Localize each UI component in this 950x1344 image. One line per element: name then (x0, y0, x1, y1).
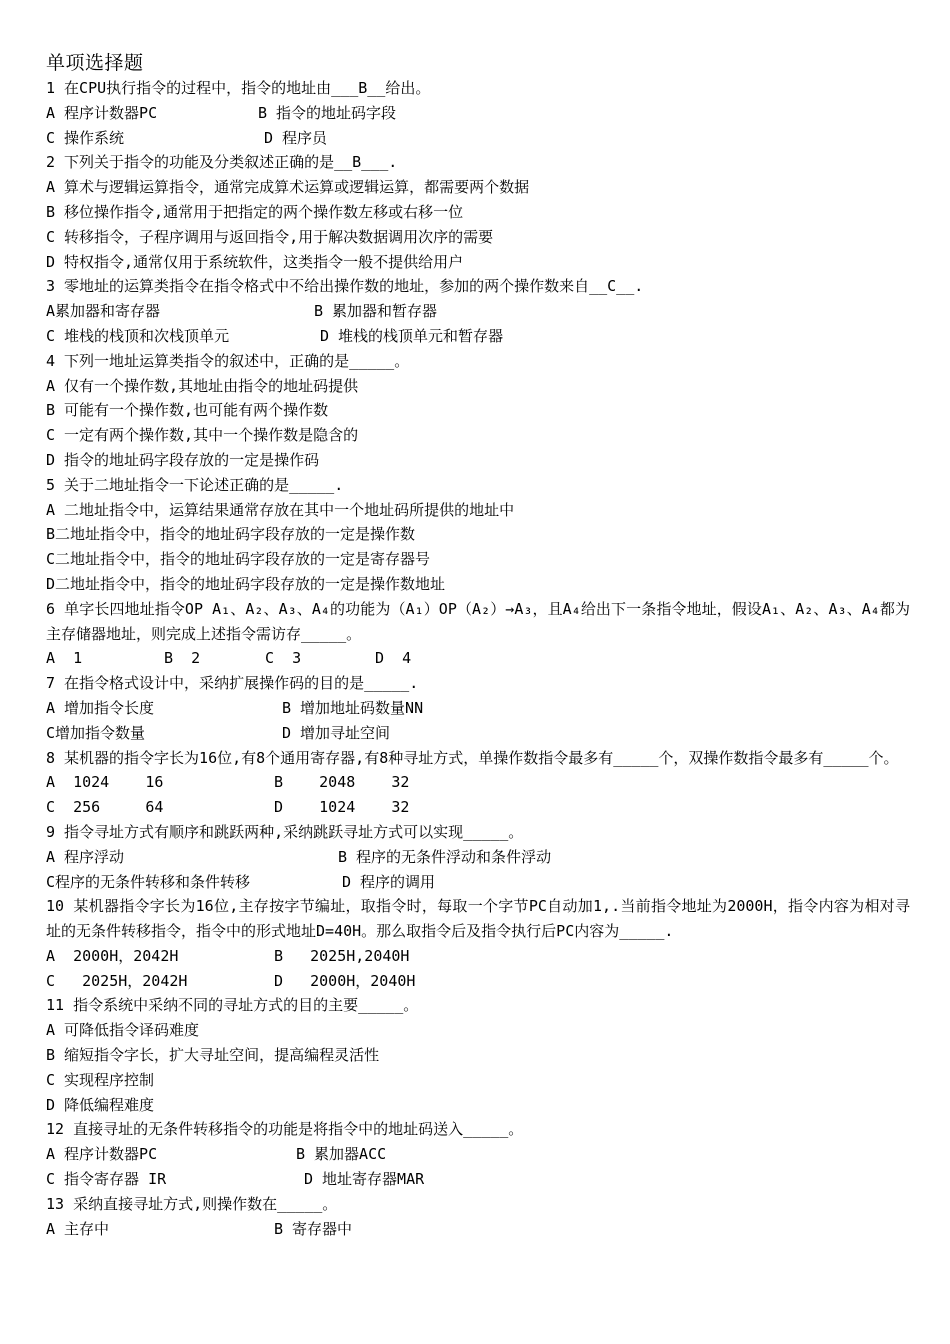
options-row (46, 696, 910, 721)
option-d: D二地址指令中，指令的地址码字段存放的一定是操作数地址 (46, 574, 446, 593)
question-6-rest: ，且A₄给出下一条指令地址，假设A₁、A₂、A₃、A₄都为主存储器地址，则完成上述指令需访存_____。 (46, 599, 911, 643)
question-4: 4 下列一地址运算类指令的叙述中，正确的是_____。 (46, 351, 410, 370)
options-row (46, 299, 910, 324)
option-a: A 程序浮动 (46, 847, 125, 866)
option-a: A 1 (46, 649, 83, 668)
option-a: A 二地址指令中，运算结果通常存放在其中一个地址码所提供的地址中 (46, 500, 515, 519)
question-7: 7 在指令格式设计中，采纳扩展操作码的目的是_____. (46, 674, 419, 693)
option-d: D 地址寄存器MAR (304, 1170, 425, 1189)
options-row (46, 126, 910, 151)
option-d: D 4 (375, 649, 412, 668)
option-b: B 累加器和暂存器 (314, 302, 438, 321)
option-b: B 2025H,2040H (274, 946, 410, 965)
question-6 (46, 597, 910, 647)
option-a: A 程序计数器PC (46, 103, 158, 122)
question-3: 3 零地址的运算类指令在指令格式中不给出操作数的地址，参加的两个操作数来自__C__. (46, 277, 644, 296)
question-9: 9 指令寻址方式有顺序和跳跃两种,采纳跳跃寻址方式可以实现_____。 (46, 822, 524, 841)
option-a: A 算术与逻辑运算指令，通常完成算术运算或逻辑运算，都需要两个数据 (46, 178, 530, 197)
question-5: 5 关于二地址指令一下论述正确的是_____. (46, 475, 344, 494)
options-row (46, 969, 910, 994)
option-c: C 一定有两个操作数,其中一个操作数是隐含的 (46, 426, 359, 445)
option-b: B 移位操作指令,通常用于把指定的两个操作数左移或右移一位 (46, 202, 464, 221)
option-c: C 操作系统 (46, 128, 125, 147)
question-11: 11 指令系统中采纳不同的寻址方式的目的主要_____。 (46, 996, 419, 1015)
option-d: D 增加寻址空间 (282, 723, 391, 742)
question-10: 10 某机器指令字长为16位,主存按字节编址，取指令时，每取一个字节PC自动加1,.当前指令地址为2000H，指令内容为相对寻址的无条件转移指令，指令中的形式地址D=40H。那么取指令后及指令执行后PC内容为_____. (46, 897, 910, 941)
option-b: B 指令的地址码字段 (258, 103, 397, 122)
option-c: C 堆栈的栈顶和次栈顶单元 (46, 326, 230, 345)
question-6-mid: 的功能为 (329, 599, 391, 618)
option-a: A 2000H，2042H (46, 946, 179, 965)
options-row (46, 845, 910, 870)
option-d: D 程序员 (264, 128, 328, 147)
options-row (46, 795, 910, 820)
option-d: D 降低编程难度 (46, 1095, 155, 1114)
option-b: B 可能有一个操作数,也可能有两个操作数 (46, 401, 329, 420)
option-c: C 2025H，2042H (46, 971, 188, 990)
option-c: C 指令寄存器 IR (46, 1170, 167, 1189)
option-b: B 2048 32 (274, 773, 410, 792)
options-row (46, 944, 910, 969)
option-a: A 程序计数器PC (46, 1145, 158, 1164)
option-b: B 缩短指令字长，扩大寻址空间，提高编程灵活性 (46, 1046, 380, 1065)
option-b: B 增加地址码数量NN (282, 698, 424, 717)
question-8: 8 某机器的指令字长为16位,有8个通用寄存器,有8种寻址方式，单操作数指令最多有_____个，双操作数指令最多有_____个。 (46, 748, 899, 767)
option-c: C增加指令数量 (46, 723, 146, 742)
options-row (46, 1167, 910, 1192)
option-b: B 寄存器中 (274, 1219, 353, 1238)
options-row (46, 1217, 910, 1242)
option-d: D 指令的地址码字段存放的一定是操作码 (46, 450, 320, 469)
options-row (46, 721, 910, 746)
option-b: B 2 (164, 649, 201, 668)
option-b: B 累加器ACC (296, 1145, 387, 1164)
option-a: A 主存中 (46, 1219, 110, 1238)
operation-expression: （A₁）OP（A₂） (390, 599, 506, 618)
arrow-icon: → (505, 599, 515, 618)
address-list: A₁、A₂、A₃、A₄ (212, 599, 330, 618)
option-d: D 特权指令,通常仅用于系统软件，这类指令一般不提供给用户 (46, 252, 464, 271)
options-row (46, 770, 910, 795)
option-b: B 程序的无条件浮动和条件浮动 (338, 847, 552, 866)
option-a: A 可降低指令译码难度 (46, 1021, 200, 1040)
option-d: D 程序的调用 (342, 872, 436, 891)
question-6-intro: 6 单字长四地址指令OP (46, 599, 213, 618)
option-a: A 仅有一个操作数,其地址由指令的地址码提供 (46, 376, 359, 395)
option-c: C二地址指令中，指令的地址码字段存放的一定是寄存器号 (46, 550, 431, 569)
target-address: A₃ (514, 599, 533, 618)
options-row (46, 1142, 910, 1167)
question-1: 1 在CPU执行指令的过程中，指令的地址由___B__给出。 (46, 79, 431, 97)
option-c: C 256 64 (46, 798, 164, 817)
question-2: 2 下列关于指令的功能及分类叙述正确的是__B___. (46, 153, 398, 172)
option-c: C 转移指令，子程序调用与返回指令,用于解决数据调用次序的需要 (46, 227, 494, 246)
option-a: A累加器和寄存器 (46, 302, 161, 321)
options-row (46, 870, 910, 895)
option-c: C程序的无条件转移和条件转移 (46, 872, 251, 891)
option-d: D 1024 32 (274, 798, 410, 817)
question-12: 12 直接寻址的无条件转移指令的功能是将指令中的地址码送入_____。 (46, 1120, 524, 1139)
option-a: A 1024 16 (46, 773, 164, 792)
options-row (46, 101, 910, 126)
question-13: 13 采纳直接寻址方式,则操作数在_____。 (46, 1194, 338, 1213)
option-b: B二地址指令中，指令的地址码字段存放的一定是操作数 (46, 525, 416, 544)
section-title: 单项选择题 (46, 52, 144, 74)
option-a: A 增加指令长度 (46, 698, 155, 717)
document-page (46, 50, 910, 1241)
option-c: C 3 (265, 649, 302, 668)
option-d: D 2000H，2040H (274, 971, 416, 990)
options-row (46, 324, 910, 349)
option-d: D 堆栈的栈顶单元和暂存器 (320, 326, 504, 345)
options-row (46, 646, 910, 671)
option-c: C 实现程序控制 (46, 1070, 155, 1089)
